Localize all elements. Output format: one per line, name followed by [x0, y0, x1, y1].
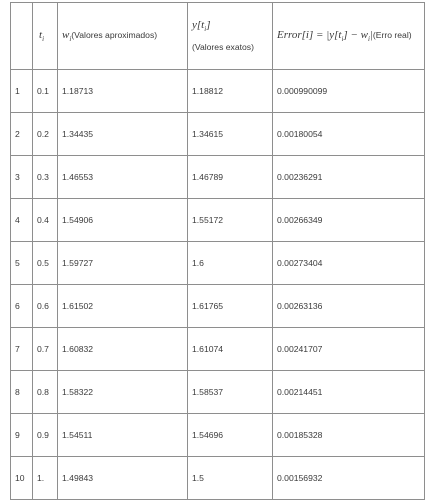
cell-t: 0.3	[33, 156, 58, 199]
cell-w: 1.46553	[58, 156, 188, 199]
header-y-expr: y[t	[192, 18, 205, 31]
table-row	[11, 70, 425, 113]
table-row	[11, 414, 425, 457]
header-error-close: |	[369, 28, 373, 41]
header-t-symbol: t	[39, 28, 43, 41]
header-w	[58, 3, 188, 70]
cell-w: 1.34435	[58, 113, 188, 156]
header-error-label: (Erro real)	[372, 29, 412, 40]
cell-w: 1.59727	[58, 242, 188, 285]
cell-w: 1.60832	[58, 328, 188, 371]
header-y-close: ]	[206, 18, 211, 31]
cell-t: 0.6	[33, 285, 58, 328]
header-w-subscript: i	[69, 35, 72, 44]
cell-index: 1	[11, 70, 33, 113]
cell-error: 0.00241707	[273, 328, 425, 371]
cell-index: 6	[11, 285, 33, 328]
cell-t: 0.1	[33, 70, 58, 113]
table-row	[11, 457, 425, 500]
cell-index: 4	[11, 199, 33, 242]
cell-error: 0.00263136	[273, 285, 425, 328]
cell-error: 0.00185328	[273, 414, 425, 457]
cell-t: 1.	[33, 457, 58, 500]
cell-t: 0.9	[33, 414, 58, 457]
cell-y: 1.5	[188, 457, 273, 500]
header-error-expr: Error[i] = |y[t	[277, 28, 342, 41]
table-row	[11, 199, 425, 242]
header-t-subscript: i	[42, 35, 45, 44]
header-w-symbol: w	[62, 28, 70, 41]
table-row	[11, 242, 425, 285]
table-row	[11, 285, 425, 328]
header-error-subscript: i	[341, 35, 344, 44]
cell-error: 0.00236291	[273, 156, 425, 199]
table-row	[11, 113, 425, 156]
header-y-label: (Valores exatos)	[192, 42, 254, 53]
cell-error: 0.00156932	[273, 457, 425, 500]
header-row	[11, 3, 425, 70]
cell-w: 1.61502	[58, 285, 188, 328]
cell-index: 3	[11, 156, 33, 199]
cell-t: 0.8	[33, 371, 58, 414]
cell-index: 7	[11, 328, 33, 371]
cell-error: 0.00214451	[273, 371, 425, 414]
header-y	[188, 3, 273, 70]
header-w-label: (Valores aproximados)	[71, 29, 158, 40]
header-error-subscript-2: i	[367, 35, 370, 44]
cell-y: 1.58537	[188, 371, 273, 414]
cell-y: 1.46789	[188, 156, 273, 199]
cell-error: 0.00266349	[273, 199, 425, 242]
cell-index: 10	[11, 457, 33, 500]
cell-t: 0.2	[33, 113, 58, 156]
cell-w: 1.58322	[58, 371, 188, 414]
cell-w: 1.49843	[58, 457, 188, 500]
cell-y: 1.6	[188, 242, 273, 285]
header-error	[273, 3, 425, 70]
cell-t: 0.7	[33, 328, 58, 371]
cell-t: 0.5	[33, 242, 58, 285]
header-error-mid: ] − w	[343, 28, 368, 41]
cell-y: 1.61765	[188, 285, 273, 328]
cell-w: 1.18713	[58, 70, 188, 113]
cell-index: 2	[11, 113, 33, 156]
table-row	[11, 328, 425, 371]
cell-error: 0.000990099	[273, 70, 425, 113]
table-row	[11, 156, 425, 199]
cell-index: 5	[11, 242, 33, 285]
cell-t: 0.4	[33, 199, 58, 242]
table-row	[11, 371, 425, 414]
cell-y: 1.18812	[188, 70, 273, 113]
cell-w: 1.54511	[58, 414, 188, 457]
cell-index: 9	[11, 414, 33, 457]
cell-error: 0.00180054	[273, 113, 425, 156]
header-y-subscript: i	[204, 25, 207, 34]
cell-error: 0.00273404	[273, 242, 425, 285]
cell-y: 1.54696	[188, 414, 273, 457]
cell-y: 1.55172	[188, 199, 273, 242]
cell-y: 1.61074	[188, 328, 273, 371]
cell-w: 1.54906	[58, 199, 188, 242]
cell-y: 1.34615	[188, 113, 273, 156]
header-index	[11, 3, 33, 70]
data-table	[10, 2, 425, 500]
cell-index: 8	[11, 371, 33, 414]
header-t	[33, 3, 58, 70]
